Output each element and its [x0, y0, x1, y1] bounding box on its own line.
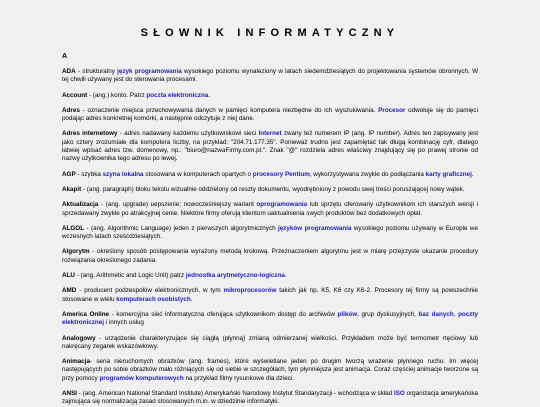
- entry-text: - oznaczenie miejsca przechowywania danych w pamięci komputera niezbędne do ich wyszukiwania.: [79, 106, 379, 114]
- page-title: SŁOWNIK INFORMATYCZNY: [140, 27, 400, 39]
- entry-text: , wykorzystywana zwykle do podłączania: [309, 170, 426, 178]
- dictionary-entry: [62, 272, 478, 280]
- entry-term: Adres internetowy: [62, 130, 118, 138]
- entry-text: - adres nadawany każdemu użytkownikowi sieci: [117, 130, 259, 138]
- entry-text: - producent podzespołów elektronicznych, w tym: [76, 287, 224, 295]
- entry-text: takich jak np. K5, K6 czy K6-2. Procesory tej firmy są powszechnie stosowane w wielu: [62, 287, 478, 303]
- dictionary-entry: [62, 248, 478, 265]
- entry-term: Algorytm: [62, 248, 90, 256]
- dictionary-entry: [62, 201, 478, 218]
- entry-text: lub sprzętu oferowany użytkownikom ich starszych wersji i sprzedawany zwykle po atrakcyjnej cenie. Niektóre firmy oferują klientom uaktualnienia swych produktów bez dodatkowych opłat.: [62, 201, 478, 217]
- entry-link[interactable]: komputerach osobistych: [116, 295, 191, 303]
- entry-text: - (ang. Arithmetic and Logic Unit) patrz: [74, 272, 186, 280]
- dictionary-entry: [62, 171, 478, 179]
- dictionary-entry: [62, 186, 478, 194]
- entry-text: - (ang. upgrade) uepszenie; nowocześniejszy wariant: [98, 201, 257, 209]
- entry-text: wysokiego poziomu używany w Europie we wczesnych latach sześćdziesiątych.: [62, 224, 478, 241]
- entry-text: stosowana w komputerach opartych o: [143, 170, 253, 178]
- entry-link[interactable]: poczta elektroniczna: [146, 91, 209, 99]
- section-letter: A: [62, 53, 68, 60]
- entry-text: - (ang.) konto. Patrz: [87, 91, 147, 99]
- entry-term: ALU: [62, 272, 75, 280]
- entry-text: - szybka: [75, 170, 103, 178]
- entry-text: .: [190, 295, 193, 303]
- entry-link[interactable]: poczty elektronicznej: [62, 310, 479, 327]
- entry-link[interactable]: język programowania: [117, 68, 182, 75]
- dictionary-entry: [62, 107, 478, 124]
- entry-link[interactable]: procesory Pentium: [252, 170, 310, 178]
- entry-text: - (ang. Algorithmic Language) jeden z pierwszych algorytmicznych: [84, 224, 279, 232]
- dictionary-entry: [62, 225, 478, 242]
- entry-text: odwołuje się do pamięci podając adres konkretnej komórki, a następnie odczytuje z niej dane.: [62, 106, 478, 123]
- entry-term: ANSI: [62, 390, 78, 398]
- entry-term: ALGOL: [62, 224, 85, 232]
- dictionary-entry: [62, 311, 478, 328]
- entry-text: - (ang. paragraph) bloku tekstu wizualnie oddzielony od reszty dokumentu, wyodrębniony z powodu swej treści poruszającej nowy wątek.: [81, 185, 465, 193]
- entry-term: AMD: [62, 287, 77, 295]
- entry-term: Account: [62, 91, 88, 99]
- entry-text: - urządzenie charakteryzujące się ciągłą (płynną) zmianą odmierzanej wielkości. Przykładem może być termometr rtęciowy lub nakręcany zegarek wskazówkowy.: [62, 334, 478, 350]
- entry-link[interactable]: programów komputerowych: [99, 374, 184, 382]
- entry-term: Animacja: [62, 358, 90, 366]
- entry-term: Adres: [62, 106, 80, 114]
- entry-link[interactable]: szyna lokalna: [102, 170, 144, 178]
- entry-text: .: [471, 170, 474, 178]
- entry-link[interactable]: języków programowania: [278, 224, 352, 232]
- dictionary-entry: [62, 130, 478, 163]
- entry-link[interactable]: oprogramowania: [256, 201, 308, 209]
- entry-link[interactable]: mikroprocesorów: [223, 287, 277, 295]
- entry-link[interactable]: Procesor: [378, 106, 406, 114]
- entry-text: - strukturalny: [75, 68, 118, 75]
- entry-link[interactable]: baz danych: [418, 310, 454, 318]
- dictionary-entry: [62, 92, 478, 100]
- entry-link[interactable]: ISO: [393, 390, 405, 398]
- dictionary-entry: [62, 68, 478, 85]
- dictionary-entry: [62, 287, 478, 304]
- dictionary-entry: [62, 390, 478, 407]
- entry-link[interactable]: jednostka arytmetyczno-logiczna: [185, 272, 285, 280]
- entry-text: ,: [453, 310, 459, 318]
- entry-term: Akapit: [62, 185, 82, 193]
- entry-text: - seria nieruchomych obrazków (ang. frames), które wyświetlane jeden po drugim tworzą wrażenie płynnego ruchu. Im więcej następujących po sobie obrazków mało różniących się od siebie w szczegółach, tym płynniejsza jest animacja. Coraz częściej animacje tworzone są przy pomocy: [62, 358, 478, 382]
- entry-text: i innych usług: [104, 319, 144, 327]
- entry-text: - (ang. American National Standard Institute) Amerykański Narodowy Instytut Standaryzacji - wchodząca w skład: [77, 390, 394, 398]
- entry-text: .: [284, 272, 287, 280]
- entry-text: - określony sposób postępowania wyrażony metodą krokową. Przeznaczeniem algorytmu jest w miarę przejrzyste ukazanie procedury rozwiązania określonego zadania.: [62, 248, 478, 264]
- entry-text: na przykład filmy rysunkowe dla dzieci.: [183, 374, 295, 382]
- entry-term: Aktualizacja: [62, 201, 99, 209]
- entry-link[interactable]: karty graficznej: [425, 170, 472, 178]
- entry-term: Analogowy: [62, 334, 96, 342]
- entry-text: - komercyjna sieć informatyczna oferująca użytkownikom dostęp do archiwów: [109, 310, 338, 318]
- entry-link[interactable]: plików: [337, 310, 358, 318]
- entry-text: zwany też numerem IP (ang. IP number). Adres ten zapisywany jest jako cztery zrozumiałe dla komputera liczby, na przykład: "204.71.177.35". Ponieważ trudno jest zapamiętać tak długą kombinację cyfr, dlatego łatwiej wpisać adres tzw. domenowy, np.: "biuro@nazwaFirmy.com.pl.". Znak "@" rozdziela adres właściwy znajdujący się po prawej stronie od nazwy użytkownika tego adresu po lewej.: [62, 130, 479, 163]
- entry-text: wysokiego poziomu wynaleziony w latach siedemdziesiątych do projektowania systemów obronnych. W tej chwili używany jest do sterowania procesami.: [62, 68, 479, 84]
- entry-link[interactable]: Internet: [258, 130, 282, 138]
- entry-text: organizacja amerykańska zajmująca się normalizacją zasad stosowanych m.in. w dziedzinie informatyki.: [62, 390, 478, 406]
- dictionary-entry: [62, 358, 478, 383]
- entry-text: , grup dyskusyjnych,: [357, 310, 419, 318]
- entries-list: [62, 68, 478, 407]
- entry-term: America Online: [62, 310, 110, 318]
- entry-term: AGP: [62, 170, 76, 178]
- entry-term: ADA: [62, 68, 76, 75]
- entry-text: .: [208, 91, 211, 99]
- dictionary-entry: [62, 335, 478, 352]
